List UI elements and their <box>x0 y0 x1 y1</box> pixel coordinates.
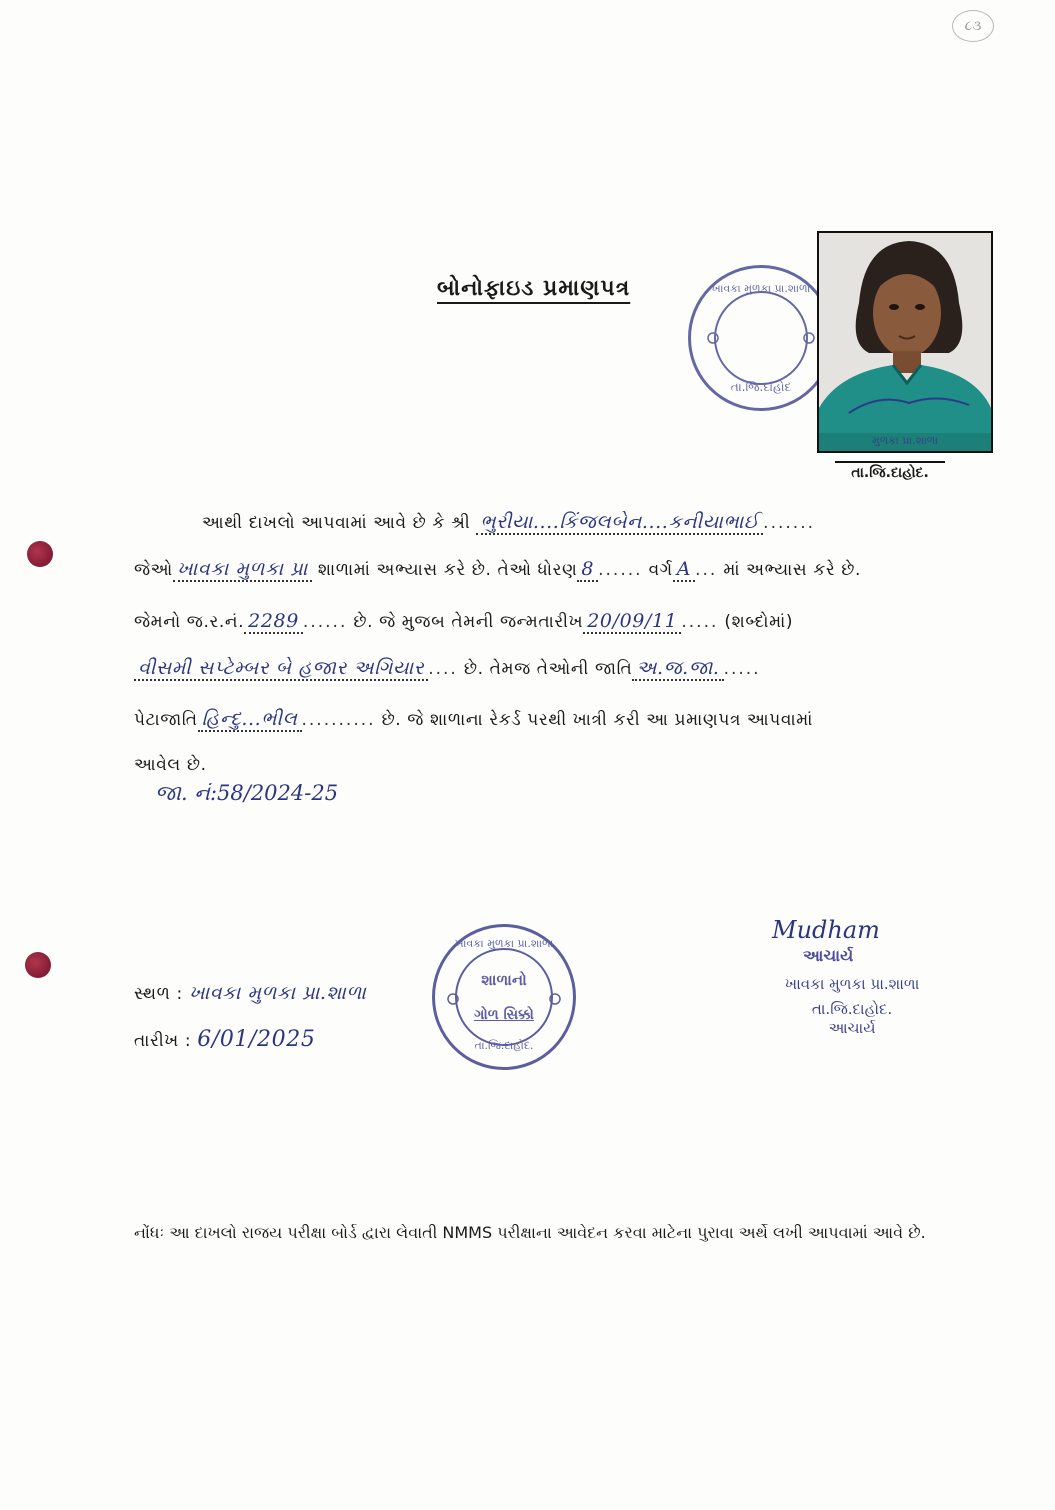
date-row <box>134 1027 315 1052</box>
line2-suffix: માં અભ્યાસ કરે છે. <box>723 560 862 580</box>
document-title: બોનોફાઇડ પ્રમાણપત્ર <box>437 276 631 301</box>
student-portrait-image <box>819 233 991 451</box>
body-line-2: જેઓ ખાવકા મુળકા પ્રા શાળામાં અભ્યાસ કરે છે. તેઓ ધોરણ 8 ...... વર્ગ A ... માં અભ્યાસ કરે છે. <box>134 558 862 580</box>
line2-mid: શાળામાં અભ્યાસ કરે છે. તેઓ ધોરણ <box>317 560 578 580</box>
body-line-1 <box>202 511 815 533</box>
student-photo <box>817 231 993 453</box>
caste-value: અ.જ.જા. <box>632 657 723 681</box>
place-label: સ્થળ : <box>134 984 183 1004</box>
class-label: વર્ગ <box>648 560 673 580</box>
birth-date-value: 20/09/11 <box>583 610 681 634</box>
body-line-4: વીસમી સપ્ટેમ્બર બે હજાર અગિયાર .... છે. તેમજ તેઓની જાતિ અ.જ.જા. ..... <box>134 657 761 679</box>
page-number-mark: ૮૩ <box>952 10 994 42</box>
seal-mid-text-1: શાળાનો <box>481 971 527 989</box>
line2-prefix: જેઓ <box>134 560 173 580</box>
gr-number-value: 2289 <box>244 610 303 634</box>
sub-caste-value: હિન્દુ...ભીલ <box>198 708 302 732</box>
school-seal-bottom <box>432 924 576 1070</box>
seal-bottom-text: તા.જિ.દાહોદ. <box>474 1039 534 1052</box>
date-label: તારીખ : <box>134 1031 192 1051</box>
principal-school: ખાવકા મુળકા પ્રા.શાળા <box>784 975 920 993</box>
punch-hole-top <box>27 541 53 567</box>
line3-prefix: જેમનો જ.ર.નં. <box>134 612 245 632</box>
seal-top-text: ખાવકા મુળકા પ્રા.શાળા <box>454 937 554 950</box>
line3-mid: છે. જે મુજબ તેમની જન્મતારીખ <box>353 612 584 632</box>
footer-note: નોંધઃ આ દાખલો રાજય પરીક્ષા બોર્ડ દ્વારા લેવાતી NMMS પરીક્ષાના આવેદન કરવા માટેના પુરાવા અર્થે લખી આપવામાં આવે છે. <box>134 1223 926 1242</box>
body-line-6: આવેલ છે. <box>134 755 207 775</box>
birth-date-words-value: વીસમી સપ્ટેમ્બર બે હજાર અગિયાર <box>134 657 428 681</box>
seal-mid-text-2: ગોળ સિક્કો <box>474 1007 534 1023</box>
punch-hole-bottom <box>25 952 51 978</box>
line1-prefix: આથી દાખલો આપવામાં આવે છે કે શ્રી <box>202 513 471 533</box>
photo-caption: તા.જિ.દાહોદ. <box>835 461 945 481</box>
place-row <box>134 982 366 1004</box>
standard-value: 8 <box>577 558 598 582</box>
class-division-value: A <box>673 558 695 582</box>
line5-suffix: છે. જે શાળાના રેકર્ડ પરથી ખાત્રી કરી આ પ્રમાણપત્ર આપવામાં <box>381 710 814 730</box>
line1-dots: ....... <box>763 513 815 533</box>
principal-designation: આચાર્ય <box>828 1019 876 1037</box>
body-line-3: જેમનો જ.ર.નં. 2289 ...... છે. જે મુજબ તેમની જન્મતારીખ 20/09/11 ..... (શબ્દોમાં) <box>134 610 794 632</box>
place-value: ખાવકા મુળકા પ્રા.શાળા <box>188 982 367 1004</box>
student-name: ભુરીયા....કિંજલબેન....કનીયાભાઈ <box>476 511 763 535</box>
line3-suffix: (શબ્દોમાં) <box>724 612 794 632</box>
school-name: ખાવકા મુળકા પ્રા <box>173 558 312 582</box>
body-line-5: પેટાજાતિ હિન્દુ...ભીલ .......... છે. જે શાળાના રેકર્ડ પરથી ખાત્રી કરી આ પ્રમાણપત્ર આપવામાં <box>134 708 814 730</box>
stamp-top-text: ખાવકા મુળકા પ્રા.શાળા <box>711 282 811 295</box>
principal-location: તા.જિ.દાહોદ. <box>811 1000 893 1018</box>
principal-signature: Mudham <box>772 916 880 944</box>
photo-overlay-text: મુળકા પ્રા.શાળા <box>871 434 939 447</box>
date-value: 6/01/2025 <box>197 1027 316 1052</box>
line5-prefix: પેટાજાતિ <box>134 710 198 730</box>
line4-mid: છે. તેમજ તેઓની જાતિ <box>463 659 633 679</box>
principal-stamp-title: આચાર્ય <box>803 946 854 965</box>
outward-number: જા. નં:58/2024-25 <box>155 781 339 805</box>
school-stamp-top <box>688 265 834 411</box>
stamp-bottom-text: તા.જિ.દાહોદ <box>730 380 792 394</box>
